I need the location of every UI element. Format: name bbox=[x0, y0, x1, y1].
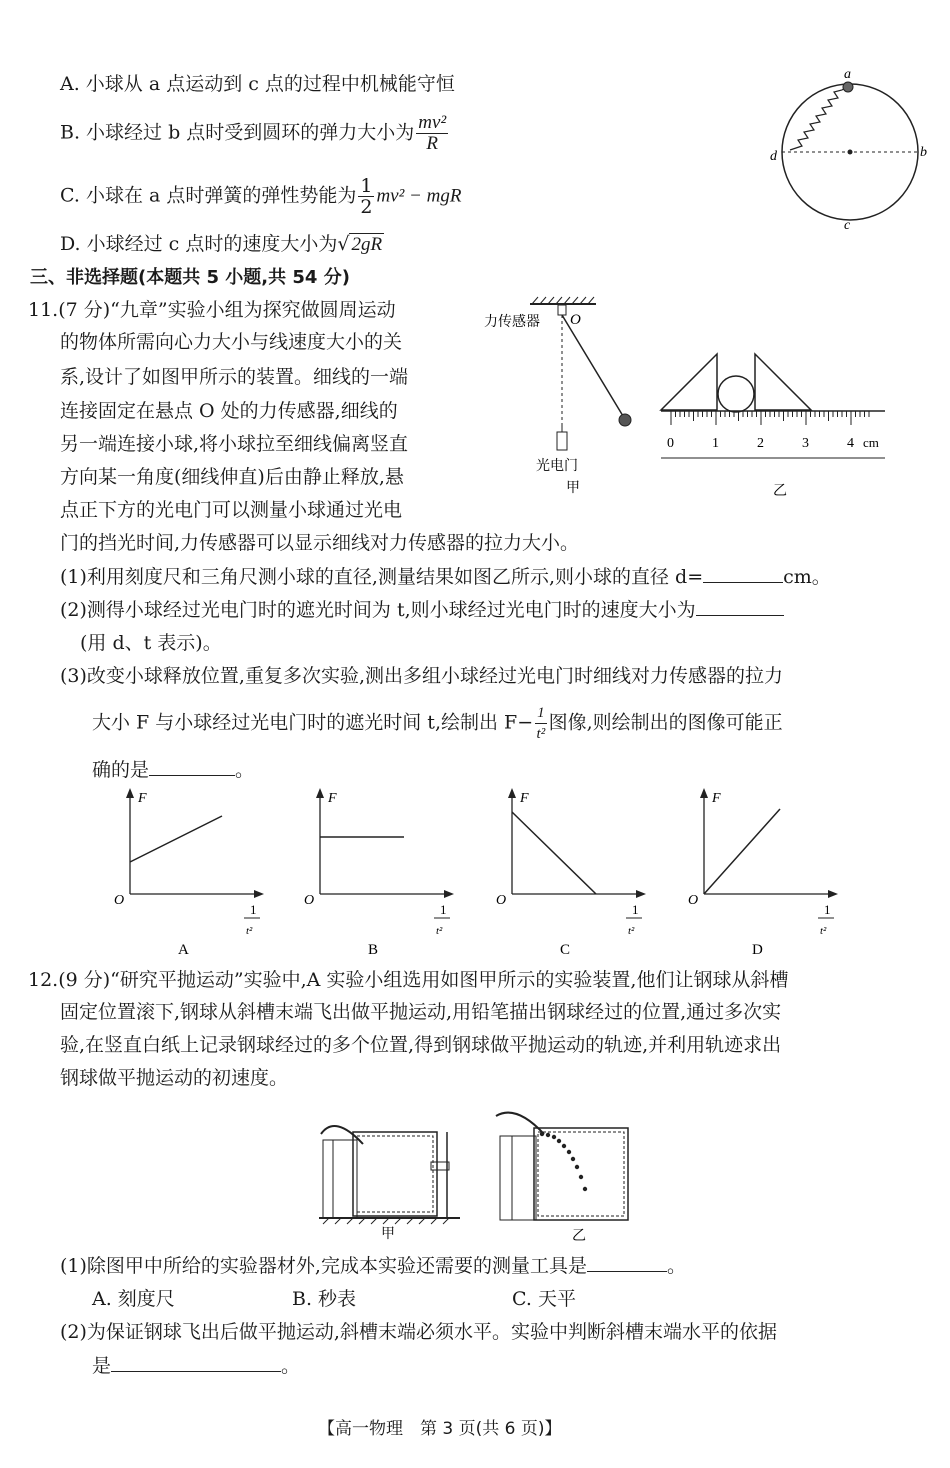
q11-part3-text-2: 图像,则绘制出的图像可能正 bbox=[548, 711, 783, 734]
origin-label: O bbox=[688, 893, 699, 908]
axis-label-f: F bbox=[520, 791, 529, 806]
q10-option-b-num: mv² bbox=[418, 112, 447, 133]
q10-option-c bbox=[60, 176, 461, 217]
tick-3: 3 bbox=[802, 436, 809, 451]
q10-option-b-den: R bbox=[426, 133, 439, 154]
q12-part2-blank[interactable] bbox=[111, 1353, 281, 1372]
q10-option-c-formula: mv² − mgR bbox=[376, 185, 462, 207]
ceiling-hatch bbox=[532, 297, 594, 304]
q11-part3-line2 bbox=[92, 703, 783, 744]
q12-line-2: 固定位置滚下,钢球从斜槽末端飞出做平抛运动,用铅笔描出钢球经过的位置,通过多次实 bbox=[60, 1001, 782, 1023]
jia-caption: 甲 bbox=[566, 481, 580, 496]
graph-option-c bbox=[492, 784, 652, 964]
q10-option-c-text: C. 小球在 a 点时弹簧的弹性势能为 bbox=[60, 184, 357, 207]
trajectory-dot bbox=[583, 1187, 587, 1191]
x-label-num: 1 bbox=[632, 902, 639, 917]
trajectory-dot bbox=[571, 1157, 575, 1161]
string bbox=[562, 315, 623, 416]
paper bbox=[538, 1132, 624, 1216]
x-axis-arrow bbox=[444, 890, 454, 898]
q11-part1-text: (1)利用刻度尺和三角尺测小球的直径,测量结果如图乙所示,则小球的直径 d= bbox=[60, 566, 704, 588]
q12-part1-end: 。 bbox=[666, 1255, 686, 1277]
q10-option-d-text: D. 小球经过 c 点时的速度大小为 bbox=[60, 233, 338, 255]
q12-line-3: 验,在竖直白纸上记录钢球经过的多个位置,得到钢球做平抛运动的轨迹,并利用轨迹求出 bbox=[60, 1034, 782, 1056]
q11-line-5: 另一端连接小球,将小球拉至细线偏离竖直 bbox=[60, 433, 409, 455]
trajectory-dot bbox=[575, 1165, 579, 1169]
table bbox=[323, 1140, 357, 1218]
tick-2: 2 bbox=[757, 436, 764, 451]
q11-part3-blank[interactable] bbox=[149, 757, 235, 776]
q12-part2-text: 是 bbox=[92, 1355, 112, 1377]
q12-part1-option-b: B. 秒表 bbox=[292, 1288, 357, 1310]
q11-line-2: 的物体所需向心力大小与线速度大小的关 bbox=[60, 331, 403, 353]
q10-circle-figure bbox=[768, 66, 938, 236]
option-label: D bbox=[752, 942, 763, 958]
y-axis-arrow bbox=[126, 788, 134, 798]
trajectory-dots bbox=[540, 1132, 587, 1191]
trajectory-dot bbox=[540, 1132, 544, 1136]
q11-part1 bbox=[60, 563, 831, 591]
q11-part3-text-3: 确的是 bbox=[92, 759, 150, 781]
o-label: O bbox=[570, 312, 581, 328]
graph-line bbox=[130, 816, 222, 862]
graph-line bbox=[512, 812, 596, 894]
x-label-den: t² bbox=[246, 925, 253, 937]
q12-line-4: 钢球做平抛运动的初速度。 bbox=[60, 1067, 289, 1089]
q11-part2-text: (2)测得小球经过光电门时的遮光时间为 t,则小球经过光电门时的速度大小为 bbox=[60, 599, 696, 621]
q12-part1-option-c: C. 天平 bbox=[512, 1288, 576, 1310]
q11-line-7: 点正下方的光电门可以测量小球通过光电 bbox=[60, 499, 403, 521]
label-b: b bbox=[920, 145, 927, 160]
axis-label-f: F bbox=[138, 791, 147, 806]
ball bbox=[619, 414, 631, 426]
x-axis-arrow bbox=[828, 890, 838, 898]
q11-part3-end: 。 bbox=[235, 759, 255, 781]
paper bbox=[357, 1136, 433, 1212]
x-label-den: t² bbox=[628, 925, 635, 937]
q12-part1-text: (1)除图甲中所给的实验器材外,完成本实验还需要的测量工具是 bbox=[60, 1255, 587, 1277]
option-label: B bbox=[368, 942, 379, 958]
q11-part1-unit: cm。 bbox=[783, 566, 831, 588]
q10-option-d-sqrt: 2gR bbox=[351, 234, 383, 255]
origin-label: O bbox=[114, 893, 125, 908]
trajectory-dot bbox=[579, 1175, 583, 1179]
trajectory-dot bbox=[546, 1133, 550, 1137]
q12-jia-caption: 甲 bbox=[381, 1227, 395, 1242]
x-label-num: 1 bbox=[440, 902, 447, 917]
board bbox=[534, 1128, 628, 1220]
table bbox=[500, 1136, 536, 1220]
label-c: c bbox=[844, 218, 851, 233]
y-axis-arrow bbox=[508, 788, 516, 798]
q10-option-c-fraction bbox=[358, 176, 374, 217]
x-label-den: t² bbox=[436, 925, 443, 937]
ball bbox=[843, 82, 853, 92]
trajectory-dot bbox=[562, 1144, 566, 1148]
unit-cm: cm bbox=[863, 435, 879, 450]
q12-fig-yi bbox=[492, 1096, 642, 1244]
x-label-num: 1 bbox=[250, 902, 257, 917]
q12-line-1: 12.(9 分)“研究平抛运动”实验中,A 实验小组选用如图甲所示的实验装置,他们让钢球从斜槽 bbox=[28, 969, 789, 991]
q11-part3-fraction bbox=[535, 703, 547, 744]
q12-part1 bbox=[60, 1252, 686, 1280]
q12-yi-caption: 乙 bbox=[572, 1229, 586, 1244]
sensor-label: 力传感器 bbox=[484, 315, 540, 330]
y-axis-arrow bbox=[700, 788, 708, 798]
q10-option-c-num: 1 bbox=[360, 175, 373, 197]
graph-option-b bbox=[300, 784, 460, 964]
q11-part2-blank[interactable] bbox=[696, 597, 784, 616]
board bbox=[353, 1132, 437, 1216]
page-footer: 【高一物理 第 3 页(共 6 页)】 bbox=[318, 1419, 562, 1439]
q12-part2-line2 bbox=[92, 1352, 300, 1380]
axis-label-f: F bbox=[712, 791, 721, 806]
q11-part3-text: 大小 F 与小球经过光电门时的遮光时间 t,绘制出 F− bbox=[92, 711, 534, 734]
gate-label: 光电门 bbox=[536, 459, 578, 474]
q12-part2-end: 。 bbox=[281, 1355, 301, 1377]
q11-line-1: 11.(7 分)“九章”实验小组为探究做圆周运动 bbox=[28, 299, 396, 321]
q11-part3-line1: (3)改变小球释放位置,重复多次实验,测出多组小球经过光电门时细线对力传感器的拉力 bbox=[60, 665, 783, 687]
q11-line-8: 门的挡光时间,力传感器可以显示细线对力传感器的拉力大小。 bbox=[60, 532, 580, 554]
tick-0: 0 bbox=[667, 436, 674, 451]
graph-option-a bbox=[110, 784, 270, 964]
q12-part2-line1: (2)为保证钢球飞出后做平抛运动,斜槽末端必须水平。实验中判断斜槽末端水平的依据 bbox=[60, 1321, 777, 1343]
spring bbox=[790, 86, 848, 150]
tick-4: 4 bbox=[847, 436, 854, 451]
q11-part2 bbox=[60, 596, 784, 624]
q12-fig-jia bbox=[315, 1106, 465, 1242]
q10-option-d: D. 小球经过 c 点时的速度大小为√ 2gR bbox=[60, 233, 383, 255]
tick-1: 1 bbox=[712, 436, 719, 451]
q12-part1-blank[interactable] bbox=[587, 1253, 667, 1272]
x-axis-arrow bbox=[254, 890, 264, 898]
yi-caption: 乙 bbox=[773, 484, 787, 499]
ruler-ticks bbox=[671, 411, 869, 425]
q11-fig-yi bbox=[655, 350, 895, 500]
q11-part3-line3 bbox=[92, 756, 254, 784]
q10-option-b-fraction bbox=[416, 113, 448, 154]
q11-part2-line2: (用 d、t 表示)。 bbox=[80, 632, 222, 654]
label-d: d bbox=[770, 149, 777, 164]
q11-line-6: 方向某一角度(细线伸直)后由静止释放,悬 bbox=[60, 466, 404, 488]
q11-fig-jia bbox=[480, 294, 650, 504]
option-label: A bbox=[178, 942, 189, 958]
force-sensor bbox=[558, 305, 566, 315]
label-a: a bbox=[844, 67, 851, 82]
q11-line-3: 系,设计了如图甲所示的装置。细线的一端 bbox=[60, 366, 409, 388]
photogate bbox=[557, 432, 567, 450]
q10-option-a: A. 小球从 a 点运动到 c 点的过程中机械能守恒 bbox=[60, 73, 455, 95]
x-label-den: t² bbox=[820, 925, 827, 937]
axis-label-f: F bbox=[328, 791, 337, 806]
triangle-right bbox=[755, 354, 811, 410]
q11-part3-num: 1 bbox=[535, 703, 547, 724]
trajectory-dot bbox=[557, 1139, 561, 1143]
trajectory-dot bbox=[567, 1150, 571, 1154]
trajectory-dot bbox=[552, 1135, 556, 1139]
q11-part3-den: t² bbox=[536, 726, 546, 742]
option-label: C bbox=[560, 942, 571, 958]
q12-part1-option-a: A. 刻度尺 bbox=[92, 1288, 175, 1310]
x-label-num: 1 bbox=[824, 902, 831, 917]
q10-option-b bbox=[60, 113, 450, 154]
slope-track bbox=[496, 1113, 544, 1134]
section3-title: 三、非选择题(本题共 5 小题,共 54 分) bbox=[30, 267, 350, 288]
q11-part1-blank[interactable] bbox=[703, 564, 783, 583]
triangle-left bbox=[661, 354, 717, 410]
q11-line-4: 连接固定在悬点 O 处的力传感器,细线的 bbox=[60, 400, 398, 422]
center-dot bbox=[848, 150, 853, 155]
ball bbox=[718, 376, 754, 412]
x-axis-arrow bbox=[636, 890, 646, 898]
origin-label: O bbox=[304, 893, 315, 908]
q10-option-b-text: B. 小球经过 b 点时受到圆环的弹力大小为 bbox=[60, 121, 415, 144]
y-axis-arrow bbox=[316, 788, 324, 798]
graph-line bbox=[704, 809, 780, 894]
q10-option-c-den: 2 bbox=[360, 196, 373, 218]
graph-option-d bbox=[684, 784, 844, 964]
origin-label: O bbox=[496, 893, 507, 908]
